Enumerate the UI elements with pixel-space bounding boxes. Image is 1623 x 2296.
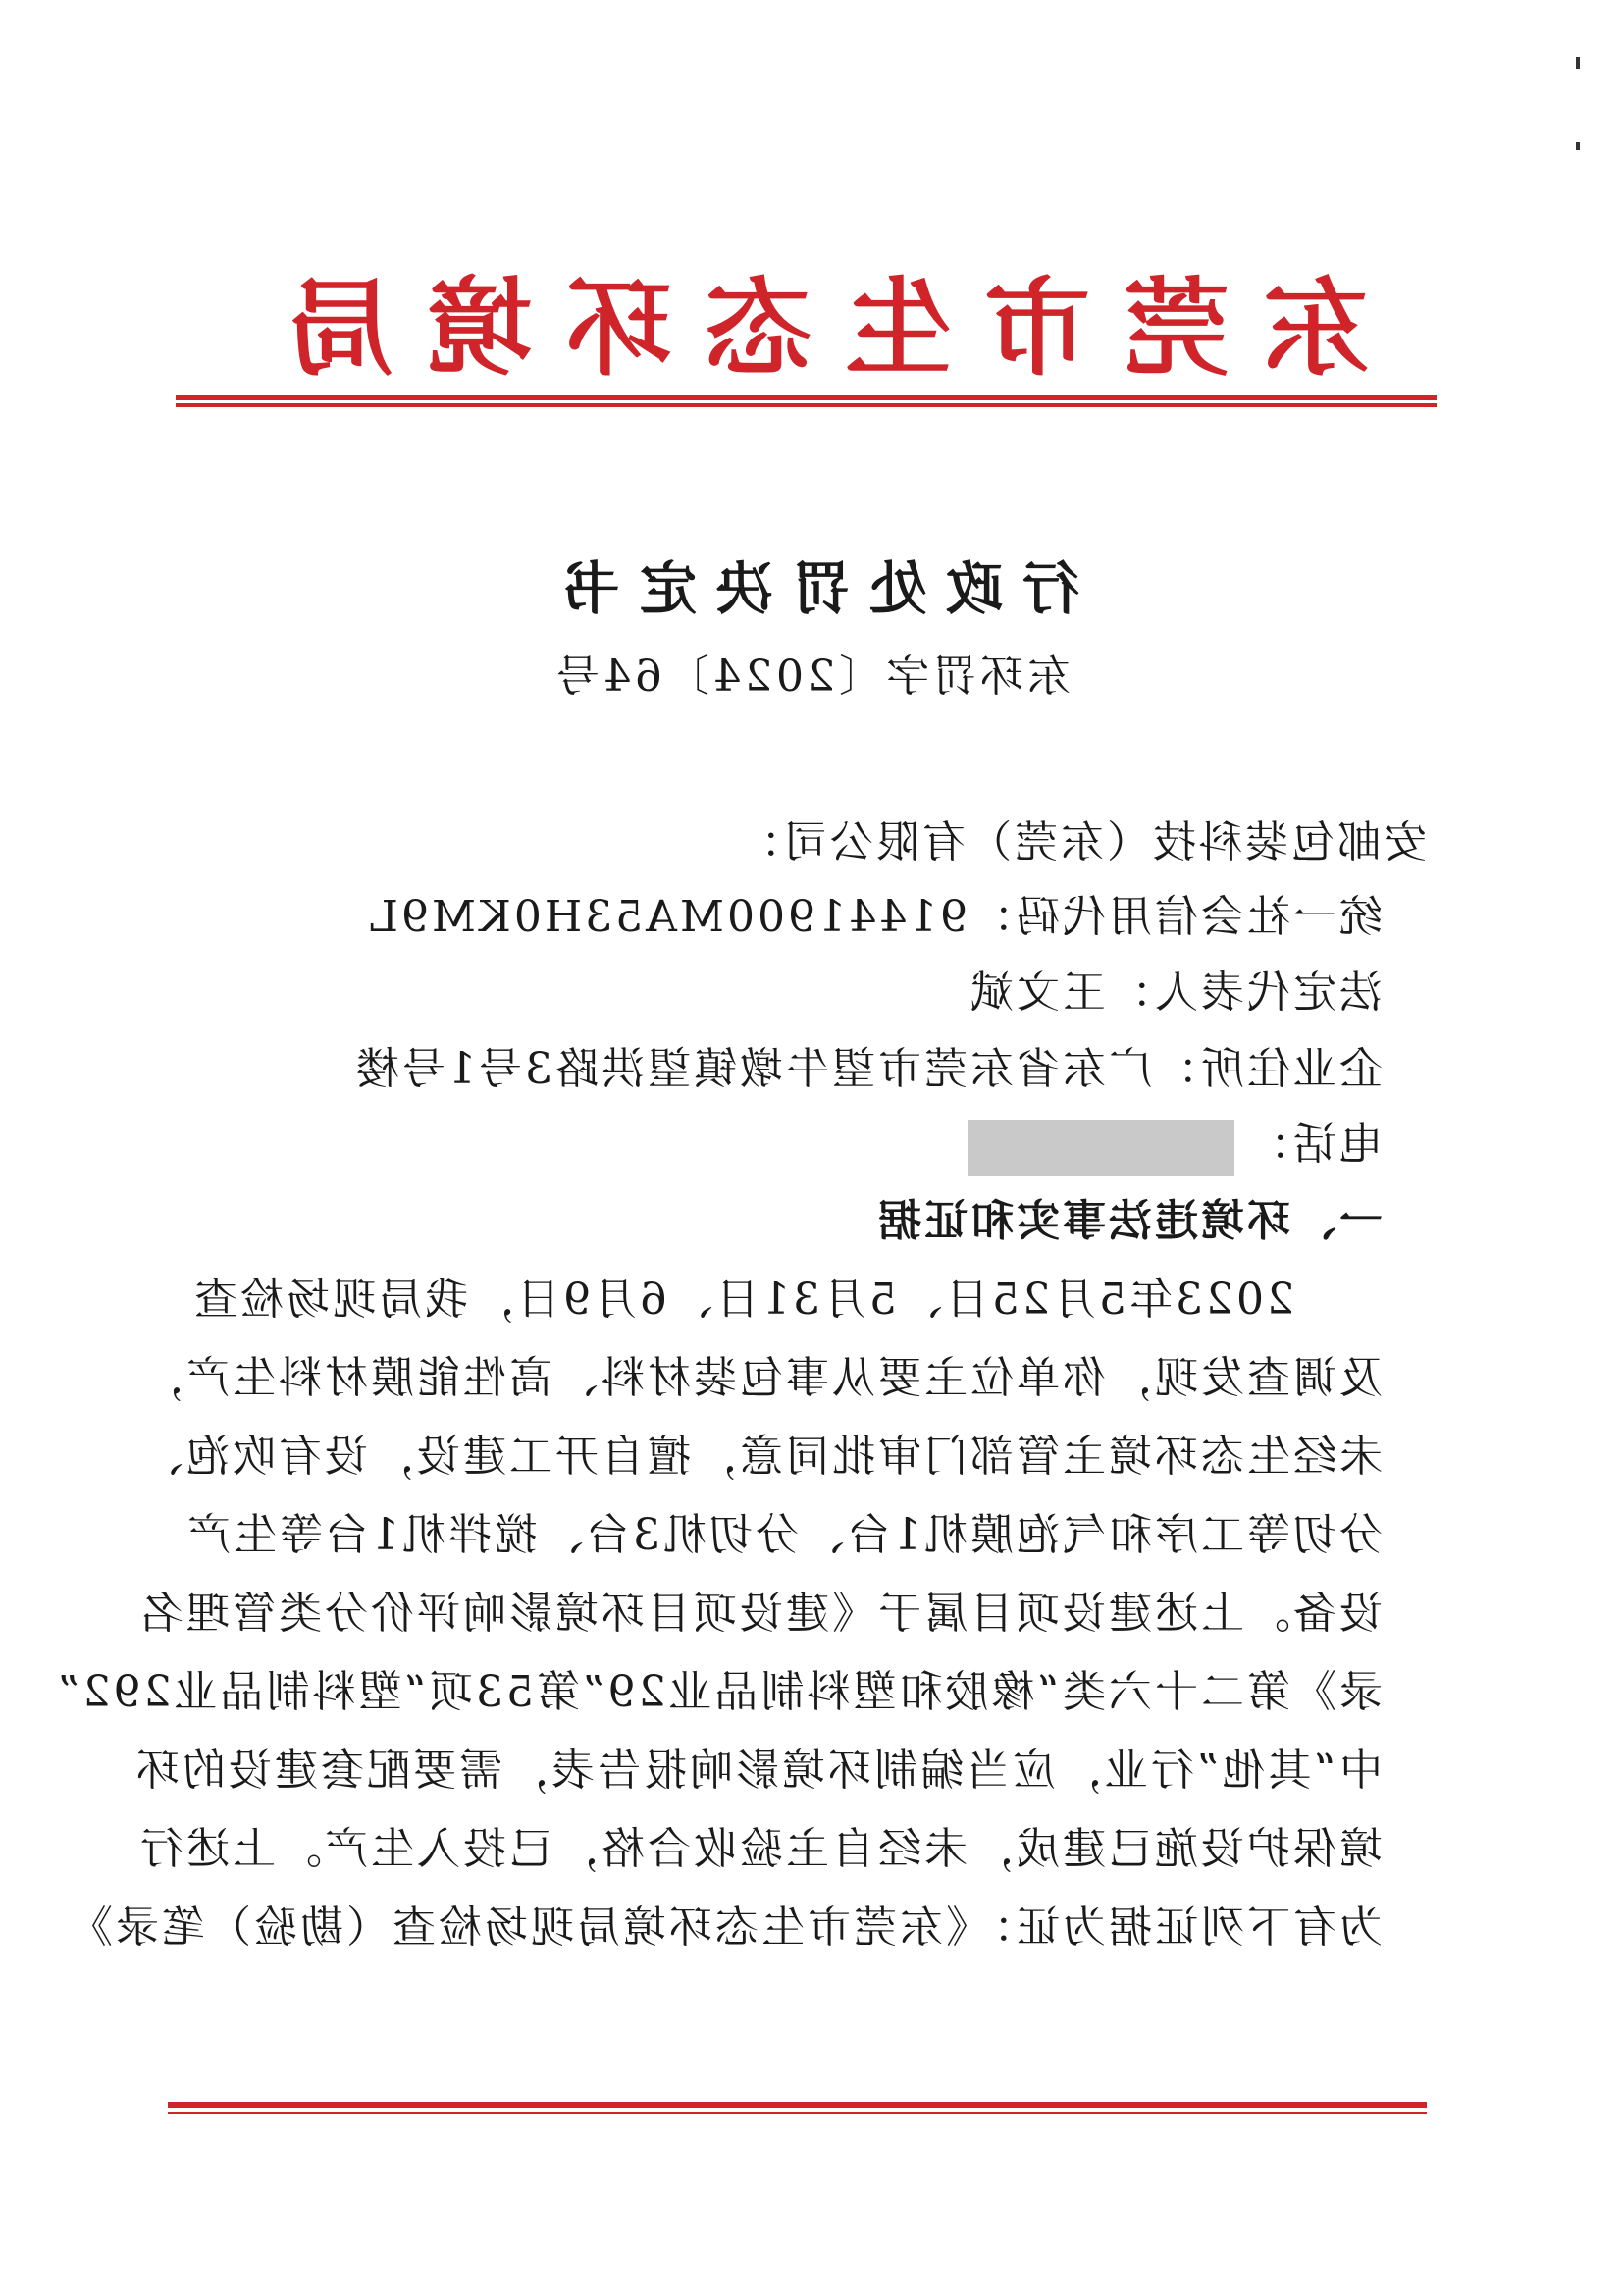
paragraph-line: 未经生态环境主管部门审批同意，擅自开工建设，设有吹泡、 — [137, 1432, 1383, 1482]
credit-code-label: 统一社会信用代码： — [968, 892, 1383, 942]
rule-thin-line — [176, 395, 1437, 400]
document-title: 行政处罚决定书 — [544, 555, 1080, 622]
legal-rep-label: 法定代表人： — [1106, 967, 1383, 1018]
agency-letterhead: 东莞市生态环境局 — [254, 267, 1370, 391]
paragraph-line: 为有下列证据为证：《东莞市生态环境局现场检查（勘验）笔录》 — [67, 1903, 1383, 1953]
paragraph-line: 录》第二十六类“橡胶和塑料制品业29”第53项“塑料制品业292” — [55, 1667, 1383, 1717]
paragraph-line: 境保护设施已建成，未经自主验收合格，已投入生产。上述行 — [137, 1824, 1383, 1874]
document-number: 东环罚字〔2024〕64号 — [552, 652, 1071, 702]
rule-thick-line — [176, 403, 1437, 407]
paragraph-line: 设备。上述建设项目属于《建设项目环境影响评价分类管理名 — [137, 1589, 1383, 1639]
party-name: 安邮包装科技（东莞）有限公司： — [735, 817, 1427, 867]
scan-speck — [1576, 142, 1580, 150]
rule-thick-line — [168, 2102, 1427, 2108]
phone-redaction — [968, 1120, 1234, 1176]
paragraph-line: 分切等工序和气泡膜机1台、分切机3台、搅拌机1台等生产 — [184, 1510, 1383, 1560]
credit-code-value: 91441900MA53H0KM9L — [366, 892, 968, 942]
footer-rule — [168, 2102, 1427, 2121]
paragraph-line: 及调查发现，你单位主要从事包装材料、高性能膜材料生产， — [137, 1353, 1383, 1403]
letterhead-rule-top — [176, 395, 1437, 409]
address-row — [353, 1040, 1383, 1099]
section-paragraph — [55, 1261, 1383, 1967]
paragraph-line: 中“其他”行业，应当编制环境影响报告表，需要配套建设的环 — [133, 1746, 1383, 1796]
address-value: 广东省东莞市望牛墩镇望洪路3号1号楼 — [353, 1044, 1152, 1094]
scan-speck — [1576, 57, 1580, 69]
section-heading: 一、环境违法事实和证据 — [875, 1196, 1383, 1246]
phone-label: 电话： — [1244, 1120, 1383, 1170]
phone-row — [968, 1116, 1383, 1176]
legal-rep-value: 王文斌 — [968, 967, 1106, 1018]
credit-code-row — [367, 888, 1383, 947]
address-label: 企业住所： — [1152, 1044, 1383, 1094]
paragraph-line: 2023年5月25日、5月31日、6月9日，我局现场检查 — [191, 1275, 1294, 1325]
legal-rep-row — [968, 964, 1383, 1022]
rule-thin-line — [168, 2112, 1427, 2114]
